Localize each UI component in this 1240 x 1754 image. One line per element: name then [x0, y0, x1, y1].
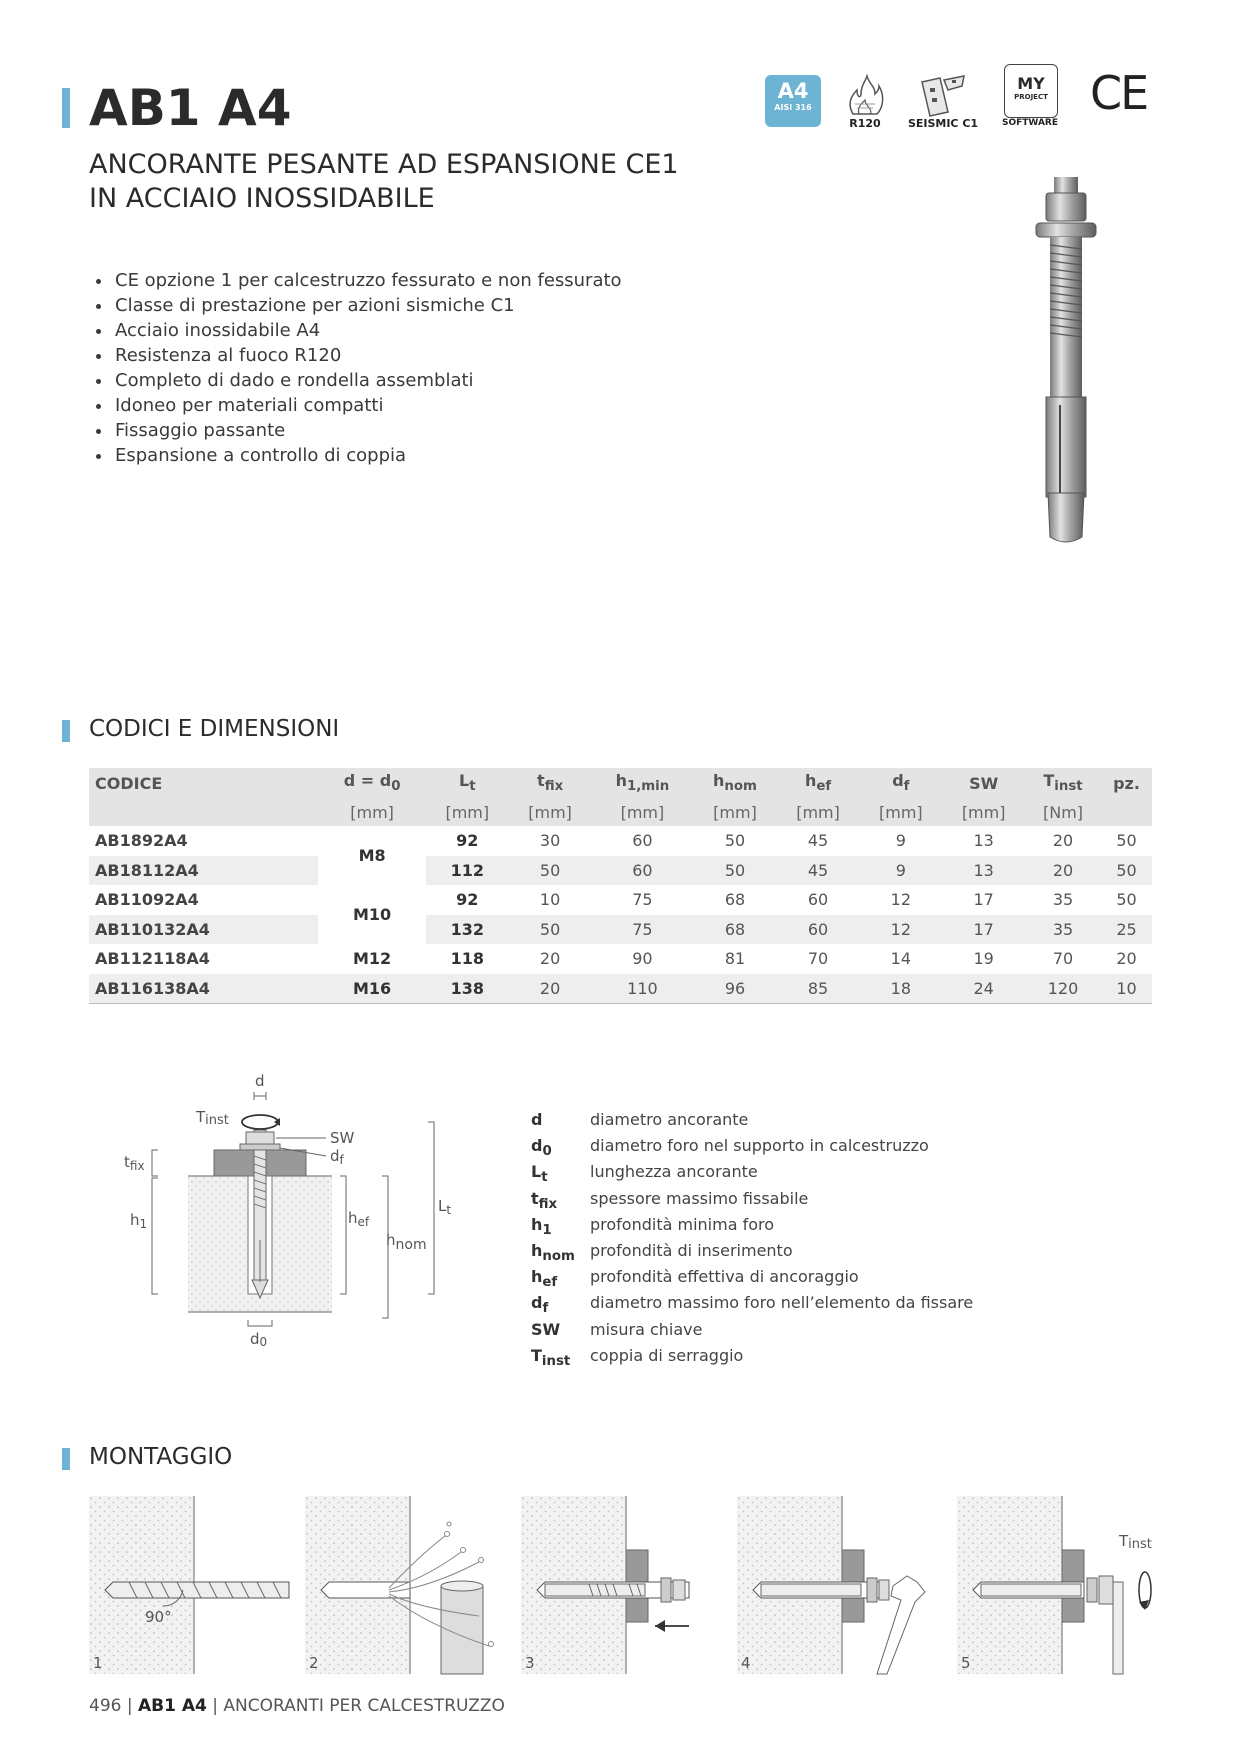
legend-description: misura chiave: [590, 1319, 703, 1339]
legend-symbol: [531, 1136, 590, 1162]
legend-symbol-main: h: [531, 1240, 543, 1260]
anchor-bolt-image: [1010, 175, 1115, 555]
step-number-2: 2: [309, 1654, 319, 1672]
code-cell: AB11092A4: [95, 890, 199, 910]
table-row: [89, 826, 1152, 856]
legend-row: [531, 1215, 973, 1241]
legend-row: [531, 1162, 973, 1188]
legend-symbol-main: SW: [531, 1319, 561, 1339]
mounting-steps-illustration: [89, 1496, 1159, 1676]
feature-list: [89, 268, 622, 468]
diagram-label-hef-sub: ef: [357, 1215, 370, 1229]
anchor-dimension-diagram: [110, 1060, 490, 1350]
footer-separator: |: [126, 1696, 138, 1716]
df-cell: 12: [859, 915, 942, 945]
diagram-label-hef: [348, 1209, 370, 1229]
tinst-cell: 20: [1025, 856, 1101, 886]
feature-item: • Fissaggio passante: [113, 418, 622, 443]
seismic-badge-caption: SEISMIC C1: [907, 117, 979, 130]
lt-cell: 92: [456, 831, 479, 851]
hef-cell: 45: [777, 856, 860, 886]
col-header-lt-sub: t: [469, 779, 476, 795]
legend-symbol-sub: t: [541, 1170, 548, 1186]
lt-cell: 138: [426, 974, 509, 1004]
legend-row: [531, 1136, 973, 1162]
code-cell: AB116138A4: [89, 974, 318, 1004]
step-5-tinst-label: [1118, 1532, 1152, 1552]
pz-cell: 50: [1116, 831, 1137, 851]
page-title: AB1 A4: [89, 79, 292, 137]
code-cell: AB1892A4: [95, 831, 188, 851]
tinst-cell: 35: [1052, 890, 1074, 910]
mounting-step-1: [89, 1496, 289, 1674]
col-header-h1min-main: h: [615, 771, 627, 791]
unit-cell: [Nm]: [1025, 798, 1101, 826]
col-header-sw: SW: [942, 768, 1025, 798]
table-row: [89, 944, 1152, 974]
code-cell: AB110132A4: [89, 915, 318, 945]
col-header-hnom: [693, 768, 776, 798]
sw-cell: 19: [973, 949, 994, 969]
legend-symbol: [531, 1346, 590, 1372]
h1-cell: 110: [592, 974, 694, 1004]
legend-symbol-sub: fix: [538, 1196, 558, 1212]
legend-description: coppia di serraggio: [590, 1345, 744, 1365]
footer-product: AB1 A4: [138, 1696, 207, 1716]
fire-badge-caption: R120: [849, 117, 881, 130]
diagram-label-lt: [438, 1197, 451, 1217]
unit-cell: [mm]: [592, 798, 694, 826]
diameter-cell: M12: [353, 949, 392, 969]
table-row: [89, 885, 1152, 915]
h1-cell: 60: [592, 856, 694, 886]
legend-symbol-main: d: [531, 1136, 543, 1156]
legend-symbol-main: h: [531, 1267, 543, 1287]
col-header-code: CODICE: [89, 768, 318, 798]
legend-symbol: [531, 1320, 590, 1346]
diagram-label-hnom-sub: nom: [395, 1237, 427, 1253]
legend-symbol-main: L: [531, 1162, 542, 1182]
legend-symbol-sub: 1: [542, 1222, 552, 1238]
col-header-tinst: [1025, 768, 1101, 798]
table-row: [89, 915, 1152, 945]
a4-badge: [765, 75, 821, 127]
pz-cell: 20: [1116, 949, 1137, 969]
step-5-tinst-sub: inst: [1128, 1537, 1152, 1552]
diagram-label-d0-main: d: [250, 1330, 260, 1348]
col-header-hef-sub: ef: [816, 779, 832, 795]
unit-cell: [mm]: [509, 798, 592, 826]
col-header-df-main: d: [892, 771, 904, 791]
diagram-label-df-main: d: [330, 1147, 340, 1165]
diagram-label-lt-sub: t: [446, 1203, 452, 1217]
step-number-1: 1: [93, 1654, 103, 1672]
diagram-label-d0: [250, 1330, 267, 1349]
unit-cell: [mm]: [942, 798, 1025, 826]
unit-cell: [mm]: [693, 798, 776, 826]
legend-description: profondità minima foro: [590, 1214, 775, 1234]
col-header-lt: [426, 768, 509, 798]
sw-cell: 24: [942, 974, 1025, 1004]
software-caption: SOFTWARE: [1002, 118, 1058, 128]
diagram-label-d0-sub: 0: [259, 1335, 268, 1349]
diagram-label-tinst: [195, 1108, 229, 1128]
diagram-label-h1: [130, 1211, 147, 1231]
col-header-df: [859, 768, 942, 798]
unit-cell: [mm]: [426, 798, 509, 826]
legend-symbol: [531, 1293, 590, 1319]
table-units-row: [89, 798, 1152, 826]
hnom-cell: 81: [724, 949, 746, 969]
diagram-label-tfix-sub: fix: [129, 1159, 145, 1173]
page-subtitle: [89, 148, 679, 216]
h1-cell: 60: [632, 831, 653, 851]
hef-cell: 45: [807, 831, 829, 851]
legend-symbol-main: T: [531, 1345, 542, 1365]
legend-row: [531, 1189, 973, 1215]
col-header-hnom-sub: nom: [724, 779, 757, 795]
col-header-lt-main: L: [459, 771, 470, 791]
tfix-cell: 50: [509, 856, 592, 886]
tfix-cell: 50: [509, 915, 592, 945]
feature-item: • Resistenza al fuoco R120: [113, 343, 622, 368]
legend-row: [531, 1110, 973, 1136]
legend-description: diametro massimo foro nell’elemento da fissare: [590, 1293, 974, 1313]
tinst-cell: 70: [1052, 949, 1074, 969]
my-project-badge: [1004, 64, 1058, 118]
seismic-icon: [918, 74, 968, 118]
legend-symbol-sub: 0: [542, 1144, 552, 1160]
mounting-section-title: MONTAGGIO: [89, 1444, 233, 1470]
col-header-hef: [777, 768, 860, 798]
legend-symbol: [531, 1162, 590, 1188]
legend-description: profondità di inserimento: [590, 1240, 793, 1260]
hnom-cell: 68: [724, 890, 746, 910]
lt-cell: 112: [426, 856, 509, 886]
fire-icon: [845, 74, 885, 116]
sw-cell: 17: [973, 890, 994, 910]
col-header-df-sub: f: [903, 779, 910, 795]
mounting-step-4: [737, 1496, 925, 1674]
diagram-label-tinst-main: T: [196, 1108, 206, 1126]
pz-cell: 10: [1101, 974, 1152, 1004]
h1-cell: 75: [592, 915, 694, 945]
diagram-label-df-sub: f: [339, 1153, 344, 1167]
pz-cell: 50: [1116, 890, 1137, 910]
tfix-cell: 10: [539, 890, 561, 910]
step-number-3: 3: [525, 1654, 535, 1672]
diagram-label-d: d: [255, 1072, 265, 1090]
col-header-tfix: [509, 768, 592, 798]
h1-cell: 75: [632, 890, 653, 910]
unit-cell: [mm]: [318, 798, 426, 826]
feature-item: • Acciaio inossidabile A4: [113, 318, 622, 343]
hnom-cell: 50: [693, 856, 776, 886]
diagram-label-tfix-main: t: [124, 1153, 130, 1171]
col-header-h1min: [592, 768, 694, 798]
feature-item: • Completo di dado e rondella assemblati: [113, 368, 622, 393]
legend-symbol: [531, 1215, 590, 1241]
hnom-cell: 50: [724, 831, 746, 851]
legend-symbol-sub: nom: [542, 1249, 575, 1265]
lt-cell: 92: [456, 890, 479, 910]
sw-cell: 17: [942, 915, 1025, 945]
codes-section-title: CODICI E DIMENSIONI: [89, 716, 340, 742]
diagram-label-lt-main: L: [438, 1197, 447, 1215]
unit-cell: [1101, 798, 1152, 826]
tinst-cell: 120: [1025, 974, 1101, 1004]
df-cell: 12: [890, 890, 912, 910]
code-cell: AB112118A4: [95, 949, 210, 969]
legend-symbol-sub: inst: [541, 1353, 571, 1369]
table-header-row: [89, 768, 1152, 798]
feature-item: • Classe di prestazione per azioni sismiche C1: [113, 293, 622, 318]
diagram-label-sw: SW: [330, 1129, 355, 1147]
hnom-cell: 68: [693, 915, 776, 945]
codes-section-accent-bar: [62, 720, 70, 742]
table-row: [89, 974, 1152, 1004]
lt-cell: 132: [426, 915, 509, 945]
legend-symbol-main: t: [531, 1188, 539, 1208]
subtitle-line-1: ANCORANTE PESANTE AD ESPANSIONE CE1: [89, 149, 679, 180]
legend-row: [531, 1293, 973, 1319]
legend-symbol: [531, 1189, 590, 1215]
df-cell: 18: [859, 974, 942, 1004]
legend-description: profondità effettiva di ancoraggio: [590, 1267, 859, 1287]
mounting-step-5: [957, 1496, 1152, 1674]
my-project-label: MY: [1017, 74, 1045, 93]
diameter-cell: M10: [318, 885, 426, 944]
dimensions-table: [89, 768, 1152, 1004]
legend-row: [531, 1320, 973, 1346]
col-header-tinst-main: T: [1043, 771, 1055, 791]
mounting-step-2: [305, 1496, 494, 1674]
footer-separator: |: [212, 1696, 224, 1716]
sw-cell: 13: [942, 856, 1025, 886]
unit-cell: [mm]: [859, 798, 942, 826]
lt-cell: 118: [450, 949, 484, 969]
drill-angle-label: 90°: [145, 1608, 172, 1626]
tfix-cell: 20: [539, 949, 561, 969]
legend-symbol: [531, 1267, 590, 1293]
feature-item: • Idoneo per materiali compatti: [113, 393, 622, 418]
tfix-cell: 30: [539, 831, 561, 851]
code-cell: AB18112A4: [89, 856, 318, 886]
hef-cell: 60: [777, 915, 860, 945]
col-header-hef-main: h: [804, 771, 817, 791]
col-header-pz: pz.: [1101, 768, 1152, 798]
hef-cell: 85: [777, 974, 860, 1004]
ce-mark: CE: [1090, 66, 1148, 120]
legend-symbol-sub: f: [542, 1301, 549, 1317]
footer-category: ANCORANTI PER CALCESTRUZZO: [223, 1696, 505, 1716]
col-header-tinst-sub: inst: [1054, 779, 1083, 795]
diameter-cell: M16: [318, 974, 426, 1004]
pz-cell: 50: [1101, 856, 1152, 886]
legend-symbol-main: d: [531, 1293, 543, 1313]
pz-cell: 25: [1101, 915, 1152, 945]
unit-cell: [89, 798, 318, 826]
hnom-cell: 96: [693, 974, 776, 1004]
legend-symbol-sub: ef: [542, 1275, 558, 1291]
legend-description: diametro ancorante: [590, 1110, 749, 1129]
df-cell: 14: [890, 949, 912, 969]
diagram-label-hef-main: h: [348, 1209, 358, 1227]
sw-cell: 13: [973, 831, 994, 851]
h1-cell: 90: [632, 949, 653, 969]
feature-item: • CE opzione 1 per calcestruzzo fessurato e non fessurato: [113, 268, 622, 293]
diameter-cell: M8: [318, 826, 426, 885]
subtitle-line-2: IN ACCIAIO INOSSIDABILE: [89, 183, 435, 214]
table-row: [89, 856, 1152, 886]
col-header-d-sub: 0: [391, 779, 401, 795]
mounting-step-3: [521, 1496, 689, 1674]
tfix-cell: 20: [509, 974, 592, 1004]
legend-symbol-main: h: [531, 1214, 543, 1234]
legend-description: diametro foro nel supporto in calcestruzzo: [590, 1136, 929, 1156]
diagram-label-df: [330, 1147, 345, 1167]
step-5-tinst-main: T: [1119, 1532, 1129, 1550]
df-cell: 9: [895, 831, 906, 851]
col-header-h1min-sub: 1,min: [626, 779, 670, 795]
diagram-label-hnom: [386, 1231, 427, 1253]
feature-item: • Espansione a controllo di coppia: [113, 443, 622, 468]
df-cell: 9: [859, 856, 942, 886]
diagram-label-h1-sub: 1: [139, 1217, 148, 1231]
diagram-label-h1-main: h: [130, 1211, 140, 1229]
legend-description: spessore massimo fissabile: [590, 1188, 809, 1208]
hef-cell: 70: [807, 949, 829, 969]
legend-row: [531, 1241, 973, 1267]
mounting-section-accent-bar: [62, 1448, 70, 1470]
my-project-sublabel: PROJECT: [1014, 93, 1048, 101]
a4-badge-label: A4: [777, 79, 809, 103]
step-number-5: 5: [961, 1654, 971, 1672]
page-footer: [89, 1696, 505, 1716]
legend-symbol-main: d: [531, 1110, 543, 1129]
legend-row: [531, 1346, 973, 1372]
legend-symbol: [531, 1241, 590, 1267]
col-header-d-main: d = d: [343, 771, 392, 791]
unit-cell: [mm]: [777, 798, 860, 826]
page-number: 496: [89, 1696, 122, 1716]
diagram-label-tinst-sub: inst: [205, 1113, 229, 1128]
step-number-4: 4: [741, 1654, 751, 1672]
legend-description: lunghezza ancorante: [590, 1162, 758, 1182]
col-header-tfix-main: t: [537, 771, 545, 791]
tinst-cell: 35: [1025, 915, 1101, 945]
col-header-hnom-main: h: [713, 771, 725, 791]
a4-badge-sublabel: AISI 316: [774, 103, 812, 112]
col-header-tfix-sub: fix: [544, 779, 564, 795]
hef-cell: 60: [807, 890, 829, 910]
legend-row: [531, 1267, 973, 1293]
symbol-legend: [531, 1110, 973, 1372]
diagram-label-hnom-main: h: [386, 1231, 396, 1249]
col-header-d: [318, 768, 426, 798]
legend-symbol: [531, 1110, 590, 1136]
tinst-cell: 20: [1052, 831, 1074, 851]
title-accent-bar: [62, 88, 70, 128]
diagram-label-tfix: [124, 1153, 145, 1173]
